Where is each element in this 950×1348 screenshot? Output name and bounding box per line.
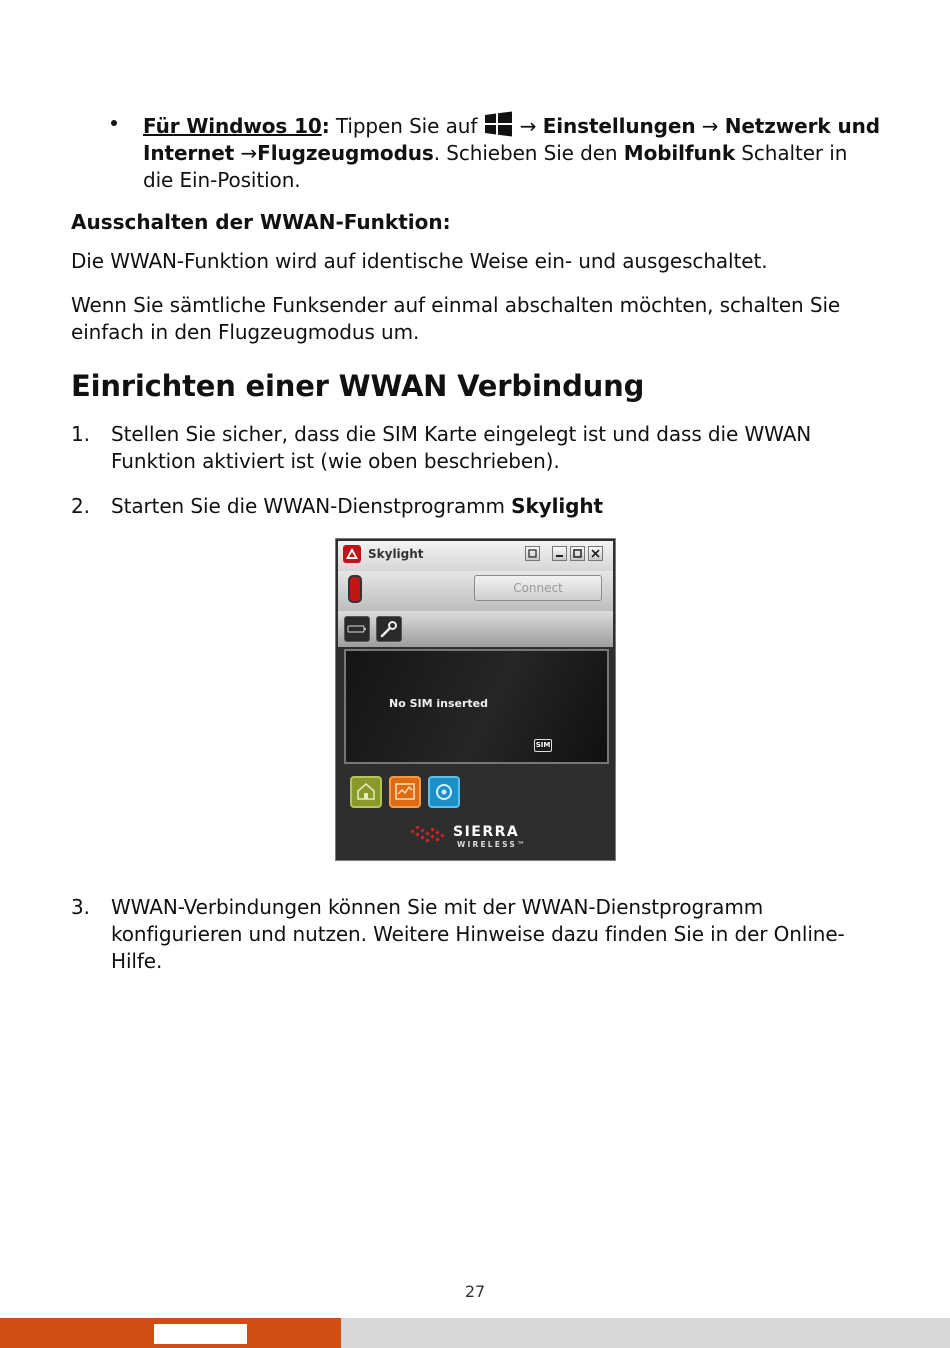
step-2-number: 2. bbox=[71, 494, 90, 518]
page-number: 27 bbox=[464, 1282, 486, 1301]
skylight-window bbox=[335, 538, 616, 861]
paragraph-2: Wenn Sie sämtliche Funksender auf einmal abschalten möchten, schalten Sie einfach in den Flugzeugmodus um. bbox=[71, 293, 841, 344]
section-heading: Ausschalten der WWAN-Funktion: bbox=[71, 210, 451, 234]
step-1-number: 1. bbox=[71, 422, 90, 446]
home-icon[interactable] bbox=[350, 776, 382, 808]
connect-button[interactable]: Connect bbox=[474, 575, 602, 601]
sierra-logo-icon bbox=[409, 822, 449, 848]
skylight-logo-icon bbox=[343, 545, 361, 563]
bullet-label: Für Windwos 10 bbox=[143, 114, 322, 138]
close-icon[interactable] bbox=[588, 546, 603, 561]
step-2-text: Starten Sie die WWAN-Dienstprogramm Skylight bbox=[111, 494, 603, 518]
main-heading: Einrichten einer WWAN Verbindung bbox=[71, 369, 645, 403]
skylight-title: Skylight bbox=[368, 547, 424, 561]
network-icon[interactable] bbox=[428, 776, 460, 808]
led-icon bbox=[348, 575, 362, 603]
step-3-number: 3. bbox=[71, 895, 90, 919]
maximize-icon[interactable] bbox=[570, 546, 585, 561]
step-1-text: Stellen Sie sicher, dass die SIM Karte eingelegt ist und dass die WWAN Funktion aktiviert ist (wie oben beschrieben). bbox=[111, 422, 812, 473]
sim-status: No SIM inserted bbox=[389, 697, 489, 710]
footer-bar-marker bbox=[154, 1324, 247, 1344]
bullet-dot bbox=[111, 120, 117, 126]
paragraph-1: Die WWAN-Funktion wird auf identische Weise ein- und ausgeschaltet. bbox=[71, 249, 768, 273]
help-icon[interactable] bbox=[525, 546, 540, 561]
wrench-icon[interactable] bbox=[376, 616, 402, 642]
brand-subtitle: WIRELESS™ bbox=[457, 840, 527, 849]
bullet-windows10: Für Windwos 10: Tippen Sie auf → Einstellungen → Netzwerk und Internet →Flugzeugmodus. Schieben Sie den Mobilfunk Schalter in die Ein-Position. bbox=[143, 111, 883, 194]
step-3-text: WWAN-Verbindungen können Sie mit der WWAN-Dienstprogramm konfigurieren und nutzen. Weitere Hinweise dazu finden Sie in der Online-Hilfe. bbox=[111, 895, 845, 973]
footer-bar-gray bbox=[341, 1318, 950, 1348]
windows-icon bbox=[484, 111, 514, 137]
sim-icon: SIM bbox=[534, 739, 552, 752]
battery-icon[interactable] bbox=[344, 616, 370, 642]
minimize-icon[interactable] bbox=[552, 546, 567, 561]
brand-name: SIERRA bbox=[453, 824, 520, 840]
graph-icon[interactable] bbox=[389, 776, 421, 808]
